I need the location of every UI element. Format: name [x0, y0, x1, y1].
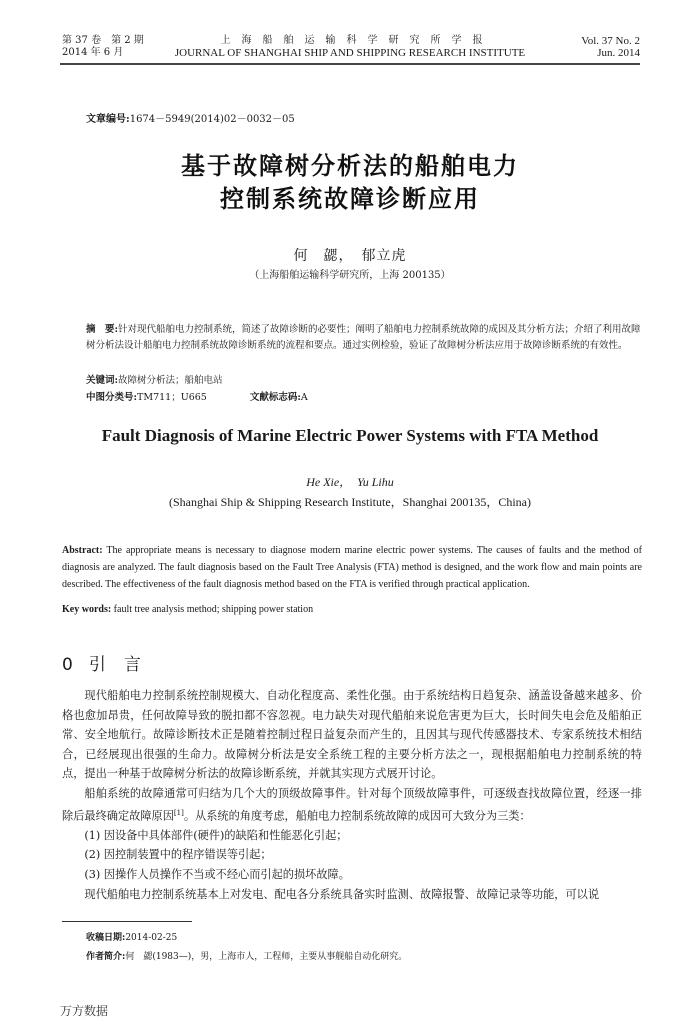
body-text	[62, 686, 642, 904]
abstract-cn-label: 摘 要:	[86, 324, 119, 335]
abstract-en	[62, 542, 642, 593]
header-volume-cn: 第 37 卷 第 2 期	[62, 35, 144, 46]
keywords-en-text: fault tree analysis method; shipping power station	[111, 604, 314, 615]
title-cn-line-1: 基于故障树分析法的船舶电力	[181, 152, 519, 180]
body-paragraph-3: 现代船舶电力控制系统基本上对发电、配电各分系统具备实时监测、故障报警、故障记录等功能，可以说	[84, 887, 600, 901]
article-number-label: 文章编号:	[86, 114, 130, 125]
classification-value: TM711；U665	[137, 392, 207, 403]
journal-name-en: JOURNAL OF SHANGHAI SHIP AND SHIPPING RESEARCH INSTITUTE	[174, 47, 526, 59]
document-code-label: 文献标志码:	[249, 392, 301, 403]
keywords-cn-label: 关键词:	[86, 375, 119, 386]
section-heading	[62, 650, 159, 675]
authors-en: He Xie， Yu Lihu	[306, 475, 394, 489]
article-number-value: 1674－5949(2014)02－0032－05	[129, 114, 295, 125]
keywords-en	[62, 604, 313, 615]
header-volume-number-en: Vol. 37 No. 2	[581, 35, 640, 47]
affiliation-cn: （上海船舶运输科学研究所，上海 200135）	[249, 270, 451, 281]
keywords-cn	[86, 372, 223, 386]
body-paragraph-2-cont: 。从系统的角度考虑，船舶电力控制系统故障的成因可大致分为三类：	[183, 809, 531, 823]
title-cn	[0, 150, 700, 216]
header-volume-en	[581, 35, 640, 59]
keywords-en-label: Key words:	[62, 604, 112, 615]
section-title: 引言	[88, 655, 159, 675]
section-number: 0	[62, 655, 73, 675]
abstract-cn-text: 针对现代船舶电力控制系统，简述了故障诊断的必要性；阐明了船舶电力控制系统故障的成因及其分析方法；介绍了利用故障树分析法设计船舶电力控制系统故障诊断系统的流程和要点。通过实例检验，验证了故障树分析法应用于故障诊断系统的有效性。	[86, 324, 641, 351]
list-item: (2) 因控制装置中的程序错误等引起；	[84, 848, 272, 862]
title-cn-line-2: 控制系统故障诊断应用	[220, 185, 480, 213]
classification-label: 中图分类号:	[86, 392, 138, 403]
header-date-en: Jun. 2014	[597, 47, 640, 59]
received-date: 2014-02-25	[125, 933, 178, 943]
classification	[86, 389, 308, 403]
received-label: 收稿日期:	[86, 933, 126, 943]
affiliation-en: (Shanghai Ship & Shipping Research Institute，Shanghai 200135，China)	[169, 495, 531, 509]
article-number	[86, 110, 295, 125]
footnote-author-bio	[86, 949, 407, 962]
title-en: Fault Diagnosis of Marine Electric Power Systems with FTA Method	[101, 426, 599, 445]
authors-cn: 何 勰， 郁立虎	[293, 248, 407, 264]
bio-text: 何 勰(1983—)，男，上海市人，工程师，主要从事舰船自动化研究。	[125, 952, 408, 962]
footnote-received	[86, 930, 177, 943]
body-paragraph-2-text: 船舶系统的故障通常可归结为几个大的顶级故障事件。针对每个顶级故障事件，可逐级查找故障位置，经逐一排除后最终确定故障原因	[62, 786, 642, 823]
watermark: 万方数据	[60, 1004, 109, 1018]
header-date-cn: 2014 年 6 月	[62, 47, 124, 58]
list-item: (1) 因设备中具体部件(硬件)的缺陷和性能恶化引起；	[84, 828, 348, 842]
header-rule	[60, 63, 640, 65]
document-code-value: A	[300, 392, 308, 403]
list-item: (3) 因操作人员操作不当或不经心而引起的损坏故障。	[84, 868, 350, 882]
journal-name-cn: 上海船舶运输科学研究所学报	[220, 35, 494, 46]
abstract-en-label: Abstract:	[62, 545, 103, 556]
body-paragraph-2	[62, 784, 642, 826]
body-paragraph-1: 现代船舶电力控制系统控制规模大、自动化程度高、柔性化强。由于系统结构日趋复杂、涵盖设备越来越多、价格也愈加昂贵，任何故障导致的脱扣都不容忽视。电力缺失对现代船舶来说危害更为巨大，长时间失电会危及船舶正常、安全地航行。故障诊断技术正是随着控制过程日益复杂而产生的，且因其与现代传感器技术、专家系统技术相结合，已经展现出很强的生命力。故障树分析法是安全系统工程的主要分析方法之一，现根据船舶电力控制系统的特点，提出一种基于故障树分析法的故障诊断系统，并就其实现方式展开讨论。	[62, 689, 642, 781]
bio-label: 作者简介:	[86, 952, 126, 962]
citation-ref: [1]	[173, 808, 184, 817]
footnote-rule	[62, 921, 192, 922]
keywords-cn-text: 故障树分析法；船舶电站	[118, 375, 223, 386]
abstract-en-text: The appropriate means is necessary to diagnose modern marine electric power systems. The causes of faults and the method of diagnosis are analyzed. The fault diagnosis based on the Fault Tree Analysis (FTA) method is designed, and the work flow and main points are described. The effectiveness of the fault diagnosis method based on the FTA is verified through practical application.	[62, 545, 642, 590]
abstract-cn	[86, 322, 642, 354]
